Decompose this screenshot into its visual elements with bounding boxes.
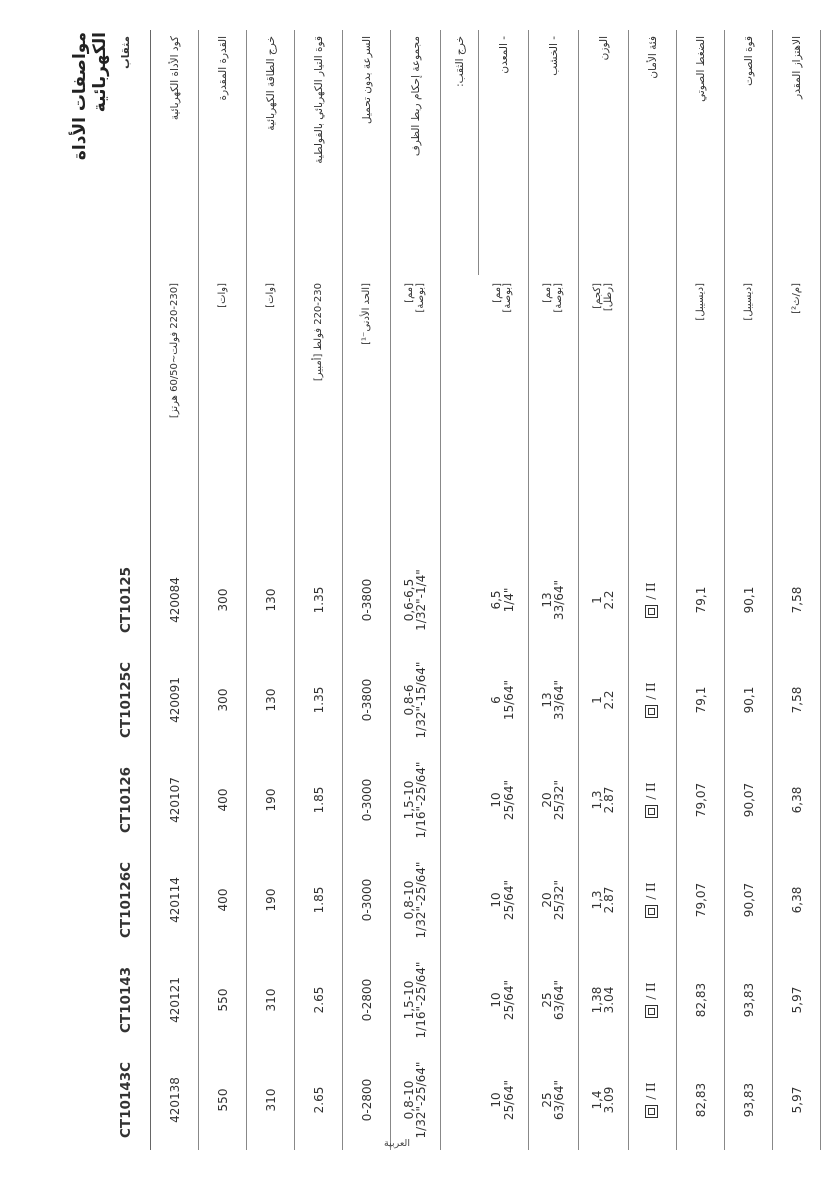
spec-value: 550 (199, 950, 247, 1050)
spec-unit-text-line-1: [مم] (542, 283, 553, 303)
spec-value-text (403, 569, 428, 631)
spec-value (441, 950, 479, 1050)
spec-value (479, 1050, 529, 1150)
spec-value-text-line-1: 1,5-10 (401, 980, 416, 1020)
double-insulation-icon (645, 805, 658, 818)
spec-unit: [م/ث²] (773, 275, 821, 550)
spec-value (529, 650, 579, 750)
spec-value: 6,38 (773, 850, 821, 950)
spec-value-text-line-1: 0,8-10 (401, 1080, 416, 1120)
model-header: CT10125 (102, 550, 151, 650)
spec-unit: [الحد الأدنى⁻¹] (343, 275, 391, 550)
spec-value-text-line-2: 25/64" (502, 1079, 517, 1121)
safety-class (644, 982, 658, 1017)
spec-value-text-line-1: 10 (489, 1092, 504, 1108)
spec-value-text (541, 580, 566, 620)
spec-label: مجموعة إحكام ربط الظرف (391, 30, 441, 275)
spec-value-text-line-2: 25/32" (552, 879, 567, 921)
spec-value: 1.85 (295, 750, 343, 850)
spec-value-text (490, 1080, 515, 1120)
table-row (479, 30, 529, 1150)
safety-class-text: / II (644, 882, 659, 900)
spec-value-text-line-1: 0,6-6,5 (401, 578, 416, 622)
spec-value: 90,07 (725, 750, 773, 850)
spec-unit-text (493, 283, 514, 313)
spec-unit (629, 275, 677, 550)
spec-value (391, 850, 441, 950)
spec-label: القدرة المقدرة (199, 30, 247, 275)
spec-value-text (403, 662, 428, 739)
spec-value-text-line-2: 3.04 (602, 986, 617, 1014)
spec-value-text-line-1: 13 (539, 592, 554, 608)
spec-value-text-line-1: 20 (539, 792, 554, 808)
spec-value (579, 550, 629, 650)
spec-value-text-line-2: 1/4" (502, 587, 517, 613)
spec-value: 420107 (151, 750, 199, 850)
spec-value (441, 550, 479, 650)
spec-value (391, 1050, 441, 1150)
spec-value (579, 750, 629, 850)
spec-value: 93,83 (725, 1050, 773, 1150)
spec-label: خرج الطاقة الكهربائية (247, 30, 295, 275)
spec-unit-text-line-1: [كجم] (592, 283, 603, 309)
spec-value-text-line-2: 33/64" (552, 679, 567, 721)
spec-unit-text-line-1: [مم] (491, 283, 503, 303)
spec-value-text (591, 787, 616, 814)
spec-value: 300 (199, 550, 247, 650)
table-row (629, 30, 677, 1150)
spec-value: 310 (247, 950, 295, 1050)
spec-label: الوزن (579, 30, 629, 275)
spec-unit-text-line-2: [بوصة] (502, 283, 514, 313)
spec-value-text-line-2: 25/64" (502, 879, 517, 921)
spec-value: 1.35 (295, 650, 343, 750)
double-insulation-icon (645, 1005, 658, 1018)
spec-label: - الخشب (529, 30, 579, 275)
spec-value: 310 (247, 1050, 295, 1150)
spec-value: 0-3000 (343, 850, 391, 950)
spec-value-text-line-1: 1,3 (589, 790, 604, 810)
spec-value: 130 (247, 650, 295, 750)
spec-value-text-line-2: 2.87 (602, 886, 617, 914)
spec-value-text-line-2: 63/64" (552, 1079, 567, 1121)
spec-value: 5,97 (773, 1050, 821, 1150)
spec-value-text (591, 590, 616, 609)
table-row (343, 30, 391, 1150)
double-insulation-icon (645, 905, 658, 918)
spec-value: 0-3800 (343, 650, 391, 750)
spec-unit: [ديسيبل] (677, 275, 725, 550)
spec-value: 420138 (151, 1050, 199, 1150)
spec-value (391, 950, 441, 1050)
spec-value: 79,1 (677, 650, 725, 750)
spec-value-text-line-2: 1/32"-1/4" (414, 569, 429, 631)
spec-unit (529, 275, 579, 550)
spec-unit (579, 275, 629, 550)
spec-value-text-line-2: 25/64" (502, 779, 517, 821)
spec-unit: [ديسيبل] (725, 275, 773, 550)
spec-value (529, 750, 579, 850)
spec-unit (479, 275, 529, 550)
spec-value (391, 650, 441, 750)
rotated-spec-sheet (70, 30, 839, 1150)
page-title: مواصفات الأداة الكهربائية (70, 32, 110, 161)
spec-value-text (403, 862, 428, 939)
spec-unit-text (543, 283, 564, 313)
spec-unit-text (405, 283, 426, 313)
spec-value (529, 1050, 579, 1150)
spec-label: قوة التيار الكهربائي بالفولطية (295, 30, 343, 275)
spec-unit-text-line-2: [بوصة] (552, 283, 564, 313)
spec-value-text-line-2: 15/64" (502, 679, 517, 721)
spec-value: 190 (247, 850, 295, 950)
spec-value: 300 (199, 650, 247, 750)
table-row (773, 30, 821, 1150)
spec-value-text-line-2: 3.09 (602, 1086, 617, 1114)
unit-header (102, 275, 151, 550)
spec-value (479, 750, 529, 850)
spec-value-text-line-2: 1/32"-25/64" (414, 861, 429, 939)
spec-value: 420084 (151, 550, 199, 650)
spec-value (629, 750, 677, 850)
spec-value (391, 750, 441, 850)
table-row (247, 30, 295, 1150)
spec-table (102, 30, 821, 1150)
spec-unit-text-line-2: [بوصة] (414, 283, 426, 313)
double-insulation-icon (645, 1105, 658, 1118)
spec-value-text (403, 962, 428, 1039)
spec-value: 0-3000 (343, 750, 391, 850)
safety-class-text: / II (644, 782, 659, 800)
spec-unit: 220-230 فولط [أمبير] (295, 275, 343, 550)
spec-value-text-line-2: 1/16"-25/64" (414, 961, 429, 1039)
spec-value: 79,1 (677, 550, 725, 650)
spec-value-text (490, 780, 515, 820)
spec-value: 190 (247, 750, 295, 850)
spec-value-text (490, 980, 515, 1020)
spec-value: 1.85 (295, 850, 343, 950)
spec-value (441, 850, 479, 950)
spec-value-text-line-2: 2.2 (602, 690, 617, 710)
table-row (295, 30, 343, 1150)
spec-value: 2.65 (295, 950, 343, 1050)
spec-value-text-line-1: 20 (539, 892, 554, 908)
safety-class (644, 682, 658, 717)
spec-value-text (403, 762, 428, 839)
spec-value: 1.35 (295, 550, 343, 650)
spec-value-text-line-2: 33/64" (552, 579, 567, 621)
safety-class-text: / II (644, 1082, 659, 1100)
spec-value-text (490, 588, 515, 613)
spec-value-text (591, 690, 616, 709)
spec-unit: [220-230 فولت~60/50 هرتز] (151, 275, 199, 550)
model-header: CT10125C (102, 650, 151, 750)
spec-value-text (490, 680, 515, 720)
spec-value: 79,07 (677, 750, 725, 850)
double-insulation-icon (645, 705, 658, 718)
spec-value (629, 650, 677, 750)
spec-value-text-line-1: 1,4 (589, 1090, 604, 1110)
spec-value-text-line-2: 1/32"-15/64" (414, 661, 429, 739)
spec-value (629, 1050, 677, 1150)
safety-class-text: / II (644, 582, 659, 600)
safety-class (644, 782, 658, 817)
spec-value: 0-3800 (343, 550, 391, 650)
spec-value-text-line-2: 25/64" (502, 979, 517, 1021)
spec-value-text-line-1: 1,38 (589, 986, 604, 1014)
spec-unit (391, 275, 441, 550)
spec-unit: [وات] (199, 275, 247, 550)
spec-value: 79,07 (677, 850, 725, 950)
spec-value-text (591, 887, 616, 914)
spec-value: 6,38 (773, 750, 821, 850)
spec-label: - المعدن (479, 30, 529, 275)
spec-value-text-line-1: 1,5-10 (401, 780, 416, 820)
spec-value-text (541, 980, 566, 1020)
spec-value-text-line-1: 10 (489, 992, 504, 1008)
spec-value: 90,1 (725, 650, 773, 750)
spec-value: 5,97 (773, 950, 821, 1050)
safety-class (644, 1082, 658, 1117)
safety-class-text: / II (644, 682, 659, 700)
safety-class-text: / II (644, 982, 659, 1000)
spec-value: 7,58 (773, 550, 821, 650)
spec-value (391, 550, 441, 650)
spec-value-text-line-1: 25 (539, 992, 554, 1008)
spec-value: 90,07 (725, 850, 773, 950)
spec-unit: [وات] (247, 275, 295, 550)
table-row (677, 30, 725, 1150)
spec-value: 93,83 (725, 950, 773, 1050)
model-header: CT10143C (102, 1050, 151, 1150)
spec-value-text-line-1: 0,8-6 (401, 684, 416, 716)
spec-value (479, 950, 529, 1050)
double-insulation-icon (645, 605, 658, 618)
spec-value: 90,1 (725, 550, 773, 650)
spec-value (579, 1050, 629, 1150)
safety-class (644, 882, 658, 917)
spec-value (629, 850, 677, 950)
section-label: خرج الثقب: (441, 30, 479, 275)
spec-value-text-line-1: 6,5 (489, 590, 504, 610)
table-row (199, 30, 247, 1150)
spec-value-text (403, 1062, 428, 1139)
spec-unit-text (593, 283, 614, 311)
model-header: CT10143 (102, 950, 151, 1050)
spec-value: 400 (199, 850, 247, 950)
spec-value-text-line-1: 13 (539, 692, 554, 708)
table-row (725, 30, 773, 1150)
model-header: CT10126 (102, 750, 151, 850)
page-footer-language: العربية (384, 1138, 410, 1149)
spec-value: 420091 (151, 650, 199, 750)
spec-value-text-line-1: 0,8-10 (401, 880, 416, 920)
spec-unit-text-line-1: [مم] (404, 283, 415, 303)
spec-label: السرعة بدون تحميل (343, 30, 391, 275)
table-row (391, 30, 441, 1150)
spec-value: 82,83 (677, 950, 725, 1050)
spec-value: 7,58 (773, 650, 821, 750)
table-row (441, 30, 479, 1150)
spec-value: 2.65 (295, 1050, 343, 1150)
spec-value (579, 650, 629, 750)
spec-value (629, 550, 677, 650)
spec-value-text-line-1: 25 (539, 1092, 554, 1108)
spec-value-text (591, 1087, 616, 1114)
spec-value-text-line-1: 6 (489, 696, 504, 704)
spec-value (529, 950, 579, 1050)
spec-value (441, 750, 479, 850)
spec-value-text (541, 880, 566, 920)
spec-value (529, 850, 579, 950)
spec-value: 420114 (151, 850, 199, 950)
table-row (579, 30, 629, 1150)
spec-value (479, 650, 529, 750)
spec-value (579, 850, 629, 950)
spec-value (479, 850, 529, 950)
spec-value-text-line-2: 2.87 (602, 786, 617, 814)
spec-value-text-line-2: 63/64" (552, 979, 567, 1021)
spec-value-text-line-2: 25/32" (552, 779, 567, 821)
spec-value-text-line-2: 1/16"-25/64" (414, 761, 429, 839)
spec-label: الضغط الصوتي (677, 30, 725, 275)
spec-value (629, 950, 677, 1050)
spec-label: فئة الأمان (629, 30, 677, 275)
spec-value (579, 950, 629, 1050)
spec-value-text (541, 780, 566, 820)
spec-label: قوة الصوت (725, 30, 773, 275)
label-header: مثقاب (102, 30, 151, 275)
spec-value: 550 (199, 1050, 247, 1150)
spec-value-text-line-1: 1,3 (589, 890, 604, 910)
spec-value (479, 550, 529, 650)
spec-label: كود الأداة الكهربائية (151, 30, 199, 275)
spec-unit-text-line-2: [رطل] (602, 283, 614, 312)
spec-value-text (541, 1080, 566, 1120)
spec-label: الاهتزاز المقدر (773, 30, 821, 275)
spec-value-text-line-2: 2.2 (602, 590, 617, 610)
model-header: CT10126C (102, 850, 151, 950)
spec-value-text (541, 680, 566, 720)
spec-value: 400 (199, 750, 247, 850)
spec-value: 420121 (151, 950, 199, 1050)
spec-value-text-line-1: 10 (489, 792, 504, 808)
spec-value-text-line-1: 1 (589, 696, 604, 704)
spec-value (441, 1050, 479, 1150)
spec-value: 82,83 (677, 1050, 725, 1150)
spec-value-text-line-2: 1/32"-25/64" (414, 1061, 429, 1139)
spec-value (529, 550, 579, 650)
safety-class (644, 582, 658, 617)
spec-value-text (591, 987, 616, 1014)
table-header-row (102, 30, 151, 1150)
spec-value: 130 (247, 550, 295, 650)
spec-value: 0-2800 (343, 1050, 391, 1150)
table-row (151, 30, 199, 1150)
spec-value: 0-2800 (343, 950, 391, 1050)
spec-unit (441, 275, 479, 550)
spec-value-text-line-1: 1 (589, 596, 604, 604)
spec-value-text-line-1: 10 (489, 892, 504, 908)
spec-value (441, 650, 479, 750)
spec-value-text (490, 880, 515, 920)
table-row (529, 30, 579, 1150)
